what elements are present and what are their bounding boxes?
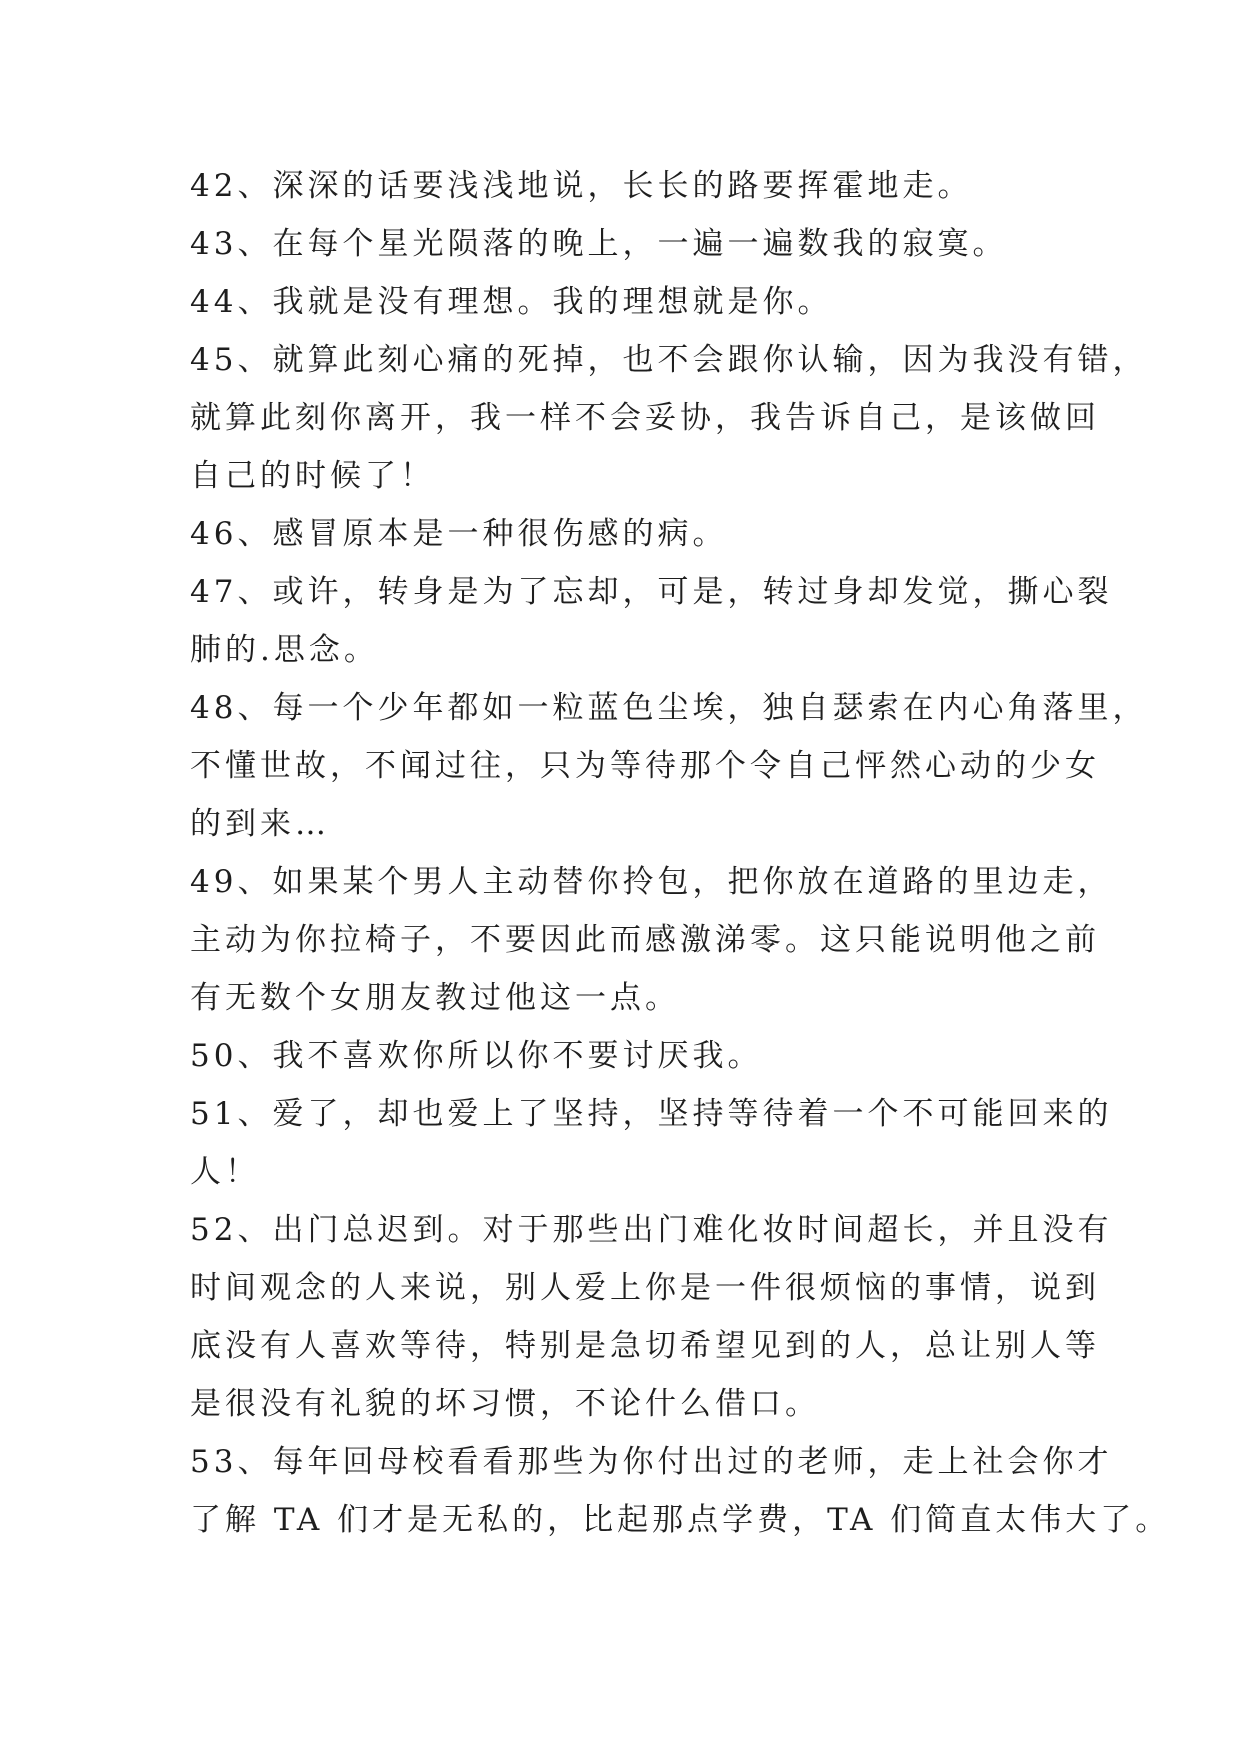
text-line: 44、我就是没有理想。我的理想就是你。 — [190, 284, 833, 320]
text-line: 不懂世故，不闻过往，只为等待那个令自己怦然心动的少女 — [190, 748, 1100, 784]
text-line: 的到来… — [190, 806, 330, 842]
text-line: 人！ — [190, 1154, 260, 1190]
text-line: 53、每年回母校看看那些为你付出过的老师，走上社会你才 — [190, 1444, 1113, 1480]
text-line: 有无数个女朋友教过他这一点。 — [190, 980, 680, 1016]
text-line: 51、爱了，却也爱上了坚持，坚持等待着一个不可能回来的 — [190, 1096, 1113, 1132]
text-line: 45、就算此刻心痛的死掉，也不会跟你认输，因为我没有错， — [190, 342, 1148, 378]
text-line: 46、感冒原本是一种很伤感的病。 — [190, 516, 728, 552]
text-line: 43、在每个星光陨落的晚上，一遍一遍数我的寂寞。 — [190, 226, 1008, 262]
text-line: 就算此刻你离开，我一样不会妥协，我告诉自己，是该做回 — [190, 400, 1100, 436]
text-line: 自己的时候了！ — [190, 458, 435, 494]
text-line: 42、深深的话要浅浅地说，长长的路要挥霍地走。 — [190, 168, 973, 204]
text-line: 肺的.思念。 — [190, 632, 379, 668]
text-line: 是很没有礼貌的坏习惯，不论什么借口。 — [190, 1386, 820, 1422]
text-line: 49、如果某个男人主动替你拎包，把你放在道路的里边走， — [190, 864, 1113, 900]
text-line: 时间观念的人来说，别人爱上你是一件很烦恼的事情，说到 — [190, 1270, 1100, 1306]
text-line: 48、每一个少年都如一粒蓝色尘埃，独自瑟索在内心角落里， — [190, 690, 1148, 726]
text-line: 了解 TA 们才是无私的，比起那点学费，TA 们简直太伟大了。 — [190, 1502, 1171, 1538]
text-line: 主动为你拉椅子，不要因此而感激涕零。这只能说明他之前 — [190, 922, 1100, 958]
text-line: 47、或许，转身是为了忘却，可是，转过身却发觉，撕心裂 — [190, 574, 1113, 610]
text-line: 底没有人喜欢等待，特别是急切希望见到的人，总让别人等 — [190, 1328, 1100, 1364]
text-line: 50、我不喜欢你所以你不要讨厌我。 — [190, 1038, 763, 1074]
text-line: 52、出门总迟到。对于那些出门难化妆时间超长，并且没有 — [190, 1212, 1113, 1248]
